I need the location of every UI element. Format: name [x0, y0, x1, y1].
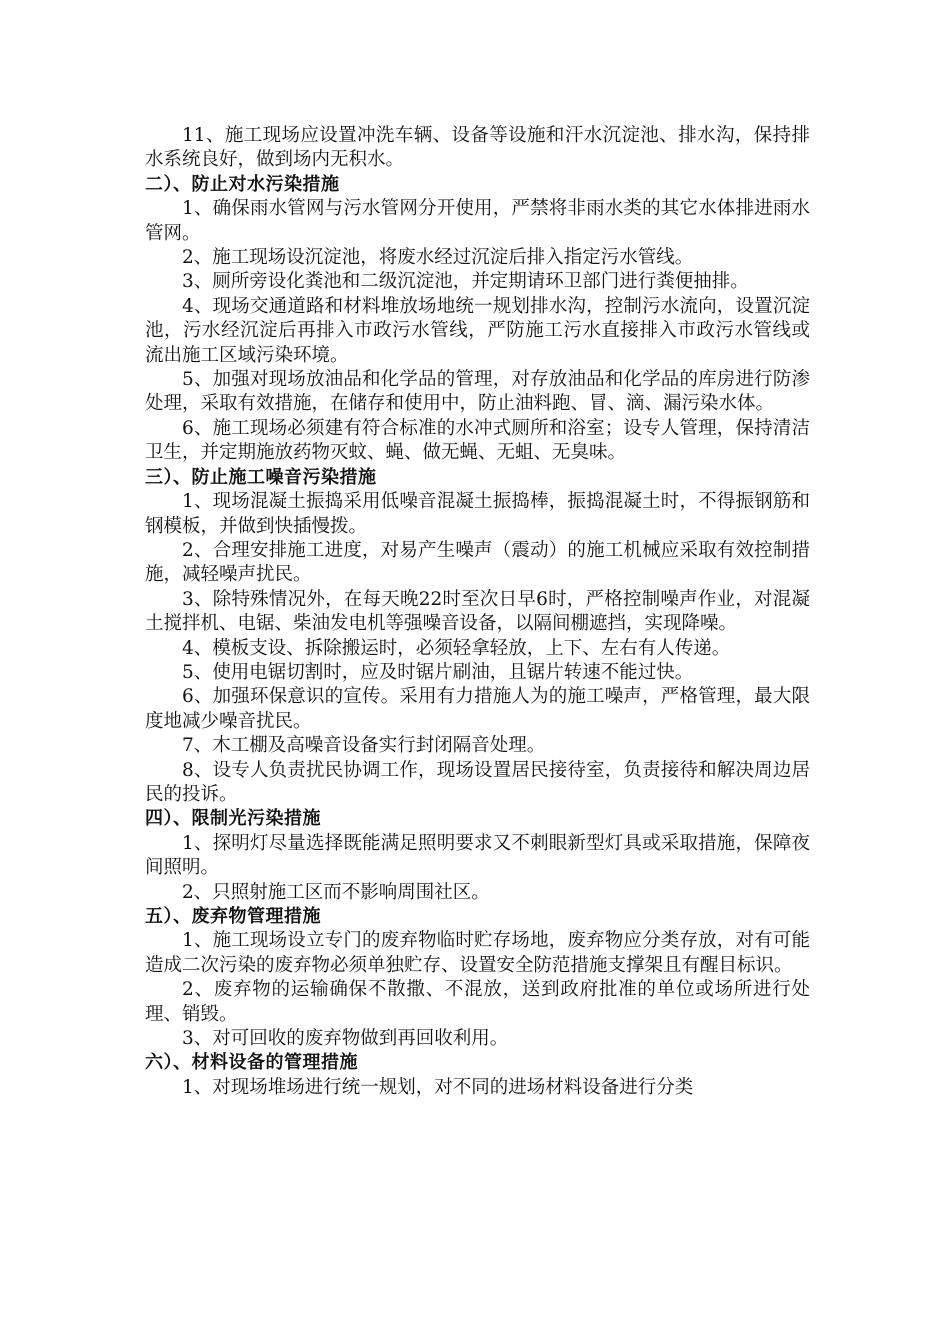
paragraph: 3、除特殊情况外，在每天晚22时至次日早6时，严格控制噪声作业，对混凝土搅拌机、电锯、柴油发电机等强噪音设备，以隔间棚遮挡，实现降噪。	[145, 588, 810, 635]
document-page	[145, 124, 810, 1100]
paragraph: 2、合理安排施工进度，对易产生噪声（震动）的施工机械应采取有效控制措施，减轻噪声扰民。	[145, 539, 810, 586]
paragraph: 1、现场混凝土振捣采用低噪音混凝土振捣棒，振捣混凝土时，不得振钢筋和钢模板，并做到快插慢拨。	[145, 491, 810, 537]
paragraph: 4、模板支设、拆除搬运时，必须轻拿轻放，上下、左右有人传递。	[182, 637, 731, 659]
paragraph: 3、厕所旁设化粪池和二级沉淀池，并定期请环卫部门进行粪便抽排。	[182, 271, 749, 293]
section-heading: 四）、限制光污染措施	[145, 808, 321, 830]
section-heading: 六）、材料设备的管理措施	[145, 1052, 358, 1074]
paragraph: 5、加强对现场放油品和化学品的管理，对存放油品和化学品的库房进行防渗处理，采取有效措施，在储存和使用中，防止油料跑、冒、滴、漏污染水体。	[145, 369, 810, 415]
section-heading: 二）、防止对水污染措施	[145, 173, 340, 195]
paragraph: 4、现场交通道路和材料堆放场地统一规划排水沟，控制污水流向，设置沉淀池，污水经沉淀后再排入市政污水管线，严防施工污水直接排入市政污水管线或流出施工区域污染环境。	[145, 295, 810, 366]
paragraph: 1、探明灯尽量选择既能满足照明要求又不刺眼新型灯具或采取措施，保障夜间照明。	[145, 832, 810, 879]
paragraph: 5、使用电锯切割时，应及时锯片刷油，且锯片转速不能过快。	[182, 661, 694, 683]
paragraph: 3、对可回收的废弃物做到再回收利用。	[182, 1028, 509, 1050]
section-heading: 三）、防止施工噪音污染措施	[145, 466, 377, 488]
paragraph: 2、施工现场设沉淀池，将废水经过沉淀后排入指定污水管线。	[182, 247, 694, 269]
paragraph: 2、废弃物的运输确保不散撒、不混放，送到政府批准的单位或场所进行处理、销毁。	[145, 979, 810, 1025]
paragraph: 6、加强环保意识的宣传。采用有力措施人为的施工噪声，严格管理，最大限度地减少噪音扰民。	[145, 686, 810, 732]
paragraph: 7、木工棚及高噪音设备实行封闭隔音处理。	[182, 735, 546, 757]
paragraph: 2、只照射施工区而不影响周围社区。	[182, 881, 490, 903]
section-heading: 五）、废弃物管理措施	[145, 906, 321, 927]
paragraph: 1、对现场堆场进行统一规划，对不同的进场材料设备进行分类	[182, 1076, 694, 1098]
paragraph: 1、确保雨水管网与污水管网分开使用，严禁将非雨水类的其它水体排进雨水管网。	[145, 198, 810, 244]
paragraph: 1、施工现场设立专门的废弃物临时贮存场地，废弃物应分类存放，对有可能造成二次污染的废弃物必须单独贮存、设置安全防范措施支撑架且有醒目标识。	[145, 930, 810, 976]
paragraph: 11、施工现场应设置冲洗车辆、设备等设施和汗水沉淀池、排水沟，保持排水系统良好，做到场内无积水。	[145, 125, 810, 171]
paragraph: 8、设专人负责扰民协调工作，现场设置居民接待室，负责接待和解决周边居民的投诉。	[145, 759, 810, 805]
paragraph: 6、施工现场必须建有符合标准的水冲式厕所和浴室；设专人管理，保持清洁卫生，并定期施放药物灭蚊、蝇、做无蝇、无蛆、无臭味。	[145, 417, 810, 464]
